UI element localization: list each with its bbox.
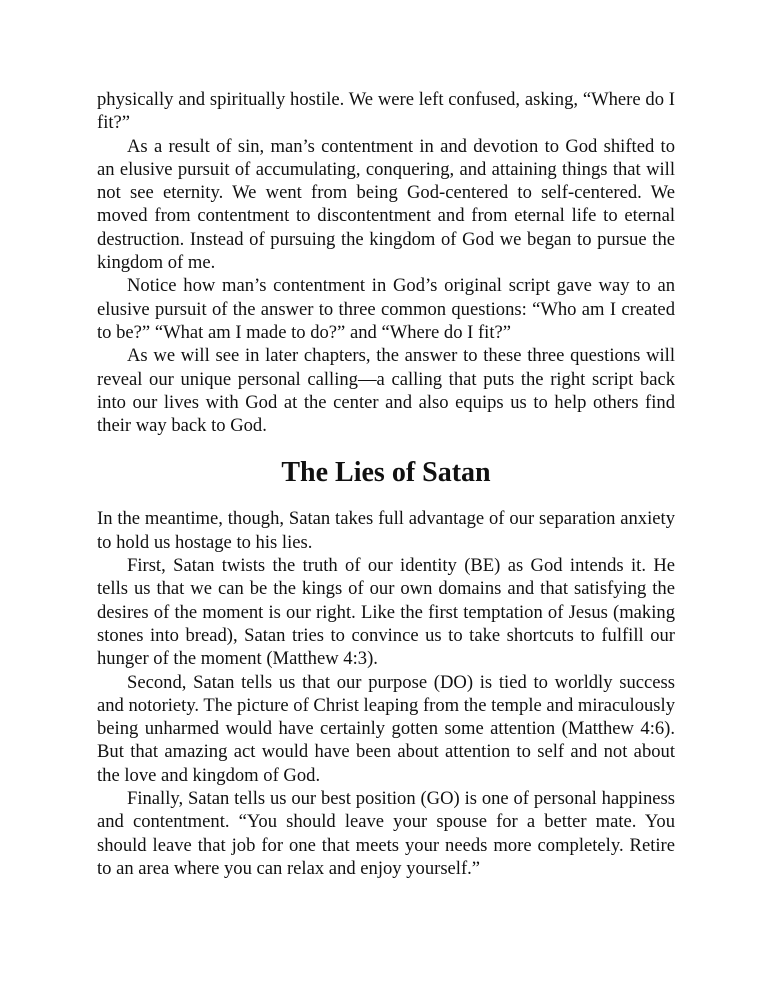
paragraph-third-lie: Finally, Satan tells us our best position (GO) is one of personal happiness and contentment. “You should leave your spouse for a better mate. You should leave that job for one that meets your needs more completely. Retire to an area where you can relax and enjoy yourself.” [97, 788, 675, 879]
paragraph-personal-calling: As we will see in later chapters, the answer to these three questions will reveal our unique personal calling—a calling that puts the right script back into our lives with God at the center and also equips us to help others find their way back to God. [97, 345, 675, 437]
paragraph-three-questions: Notice how man’s contentment in God’s original script gave way to an elusive pursuit of the answer to three common questions: “Who am I created to be?” “What am I made to do?” and “Where do I fit?” [97, 275, 675, 343]
paragraph-sin-consequence: As a result of sin, man’s contentment in and devotion to God shifted to an elusive pursuit of accumulating, conquering, and attaining things that will not see eternity. We went from being God-centered to self-centered. We moved from contentment to discontentment and from eternal life to eternal destruction. Instead of pursuing the kingdom of God we began to pursue the kingdom of me. [97, 135, 675, 274]
paragraph-continued: physically and spiritually hostile. We were left confused, asking, “Where do I fit?” [97, 89, 675, 134]
paragraph-meantime: In the meantime, though, Satan takes full advantage of our separation anxiety to hold us hostage to his lies. [97, 508, 675, 553]
paragraph-second-lie: Second, Satan tells us that our purpose (DO) is tied to worldly success and notoriety. The picture of Christ leaping from the temple and miraculously being unharmed would have certainly gotten some attention (Matthew 4:6). But that amazing act would have been about attention to self and not about the love and kingdom of God. [97, 671, 675, 786]
section-heading: The Lies of Satan [281, 457, 491, 489]
paragraph-first-lie: First, Satan twists the truth of our identity (BE) as God intends it. He tells us that we can be the kings of our own domains and that satisfying the desires of the moment is our right. Like the first temptation of Jesus (making stones into bread), Satan tries to convince us to take shortcuts to fulfill our hunger of the moment (Matthew 4:3). [97, 555, 675, 670]
book-page [97, 88, 675, 880]
